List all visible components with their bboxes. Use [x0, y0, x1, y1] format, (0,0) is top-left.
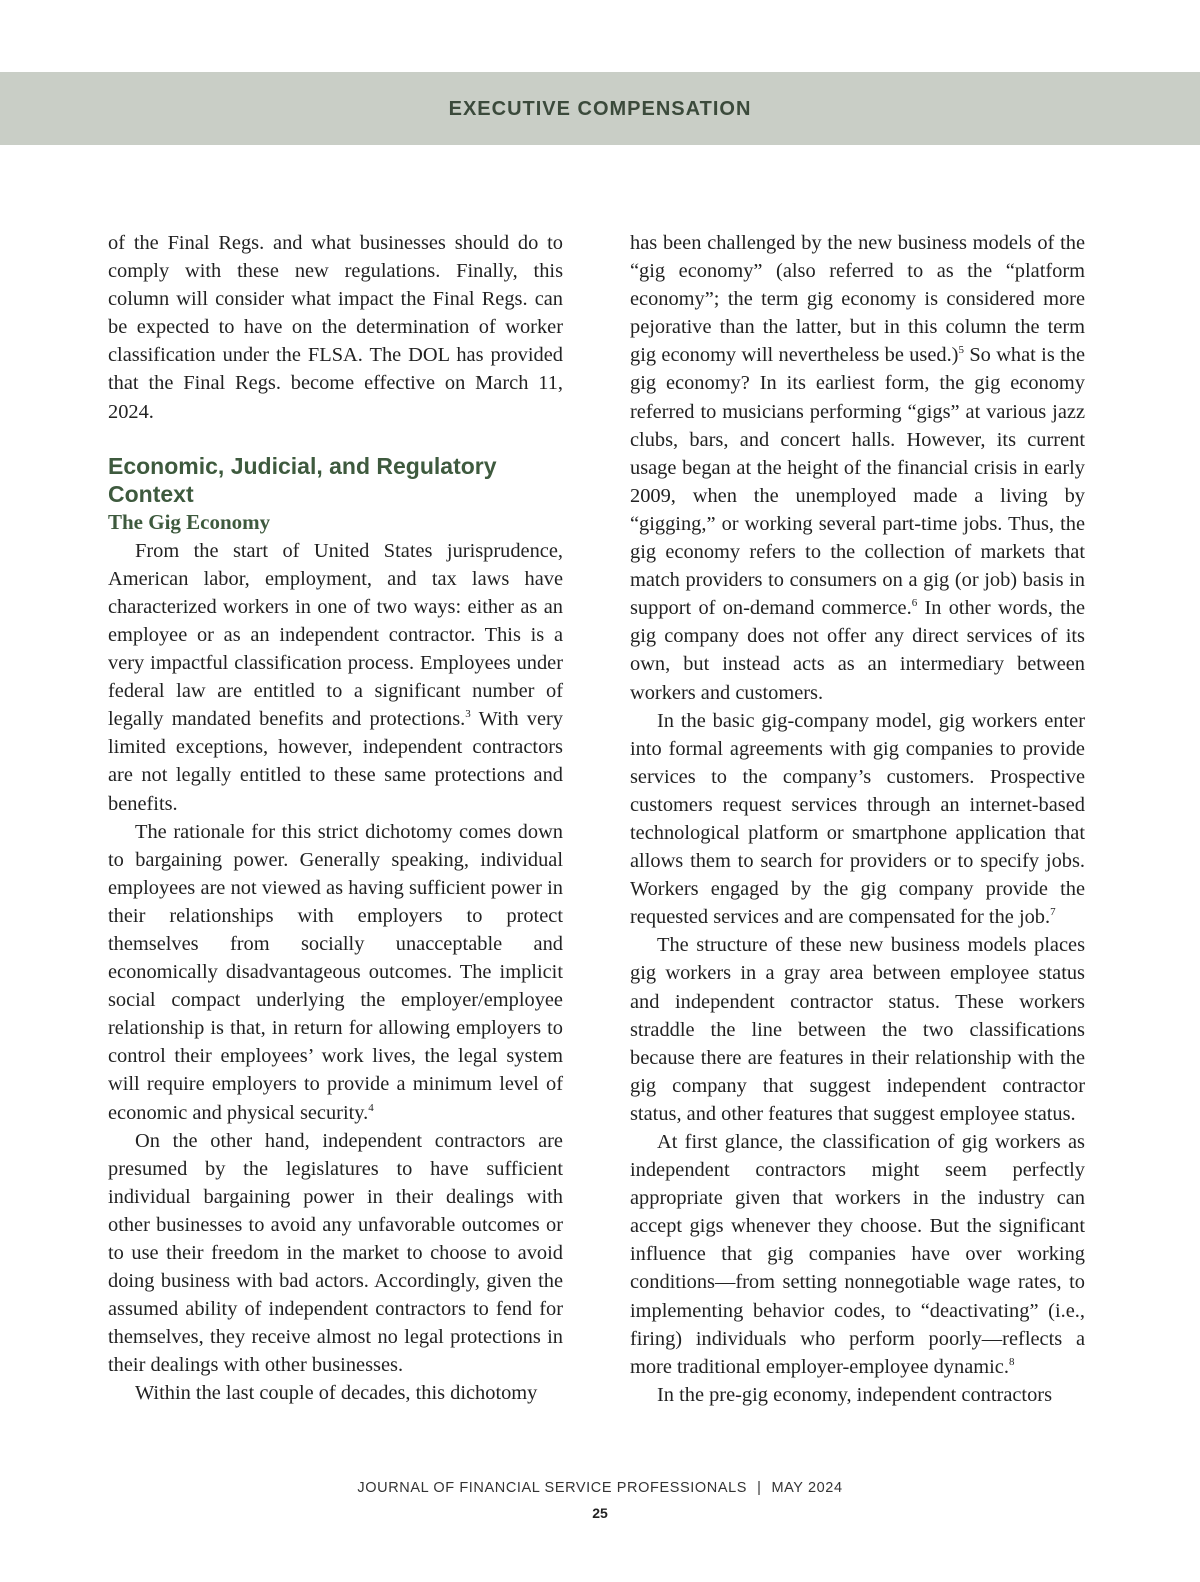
- footer-journal-line: [0, 1480, 1200, 1496]
- footnote-marker: 5: [958, 344, 964, 357]
- paragraph: On the other hand, independent contractors are presumed by the legislatures to have sufficient individual bargaining power in their dealings with other businesses to avoid any unfavorable outcomes or to use their freedom in the market to choose to avoid doing business with bad actors. Accordingly, given the assumed ability of independent contractors to fend for themselves, they receive almost no legal protections in their dealings with other businesses.: [108, 1129, 563, 1377]
- section-heading: Economic, Judicial, and Regulatory Context: [108, 452, 497, 507]
- paragraph: In the pre-gig economy, independent contractors: [657, 1383, 1053, 1406]
- section-title: EXECUTIVE COMPENSATION: [448, 98, 752, 120]
- footnote-marker: 7: [1050, 906, 1056, 919]
- paragraph-text: At first glance, the classification of gig workers as independent contractors might seem perfectly appropriate given that workers in the industry can accept gigs whenever they choose. But the significant influence that gig companies have over working conditions—from setting nonnegotiable wage rates, to implementing behavior codes, to “deactivating” (i.e., firing) individuals who perform poorly—reflects a more traditional employer-employee dynamic.: [630, 1131, 1085, 1378]
- paragraph-text: has been challenged by the new business models of the “gig economy” (also referred to as the “platform economy”; the term gig economy is considered more pejorative than the latter, but in this column the term gig economy will nevertheless be used.): [630, 232, 1085, 367]
- paragraph: [108, 537, 563, 818]
- paragraph: [630, 1128, 1085, 1381]
- footer-separator: |: [757, 1480, 762, 1496]
- journal-name: JOURNAL OF FINANCIAL SERVICE PROFESSIONALS: [357, 1480, 748, 1496]
- footnote-marker: 4: [368, 1101, 374, 1114]
- paragraph: [630, 229, 1085, 707]
- paragraph-text: So what is the gig economy? In its earliest form, the gig economy referred to musicians performing “gigs” at various jazz clubs, bars, and concert halls. However, its current usage began at the height of the financial crisis in early 2009, when the unemployed made a living by “gigging,” or working several part-time jobs. Thus, the gig economy refers to the collection of markets that match providers to consumers on a gig (or job) basis in support of on-demand commerce.: [630, 344, 1086, 620]
- paragraph: [108, 818, 563, 1127]
- left-column: [108, 229, 563, 1408]
- right-column: [630, 229, 1085, 1409]
- paragraph: Within the last couple of decades, this dichotomy: [135, 1382, 538, 1405]
- page-number: 25: [592, 1505, 608, 1521]
- paragraph-text: From the start of United States jurisprudence, American labor, employment, and tax laws have characterized workers in one of two ways: either as an employee or as an independent contractor. This is a very impactful classification process. Employees under federal law are entitled to a significant number of legally mandated benefits and protections.: [108, 539, 563, 731]
- subheading: The Gig Economy: [108, 509, 271, 534]
- footnote-marker: 8: [1008, 1355, 1015, 1368]
- paragraph: The structure of these new business models places gig workers in a gray area between employee status and independent contractor status. These workers straddle the line between the two classifications because there are features in their relationship with the gig company that suggest independent contractor status, and other features that suggest employee status.: [630, 934, 1085, 1125]
- paragraph-text: In the basic gig-company model, gig workers enter into formal agreements with gig companies to provide services to the company’s customers. Prospective customers request services through an internet-based technological platform or smartphone application that allows them to search for providers or to specify jobs. Workers engaged by the gig company provide the requested services and are compensated for the job.: [630, 709, 1085, 929]
- paragraph-text: With very limited exceptions, however, independent contractors are not legally entitled to these same protections and benefits.: [108, 708, 563, 815]
- paragraph: [630, 707, 1085, 932]
- paragraph-text: In other words, the gig company does not offer any direct services of its own, but instead acts as an intermediary between workers and customers.: [630, 597, 1086, 704]
- footnote-marker: 3: [465, 708, 471, 721]
- paragraph: of the Final Regs. and what businesses should do to comply with these new regulations. Finally, this column will consider what impact the Final Regs. can be expected to have on the determination of worker classification under the FLSA. The DOL has provided that the Final Regs. become effective on March 11, 2024.: [108, 232, 563, 423]
- issue-date: MAY 2024: [771, 1480, 843, 1496]
- paragraph-text: The rationale for this strict dichotomy comes down to bargaining power. Generally speaking, individual employees are not viewed as having sufficient power in their relationships with employers to protect themselves from socially unacceptable and economically disadvantageous outcomes. The implicit social compact underlying the employer/employee relationship is that, in return for allowing employers to control their employees’ work lives, the legal system will require employers to provide a minimum level of economic and physical security.: [108, 820, 563, 1124]
- footnote-marker: 6: [911, 597, 918, 610]
